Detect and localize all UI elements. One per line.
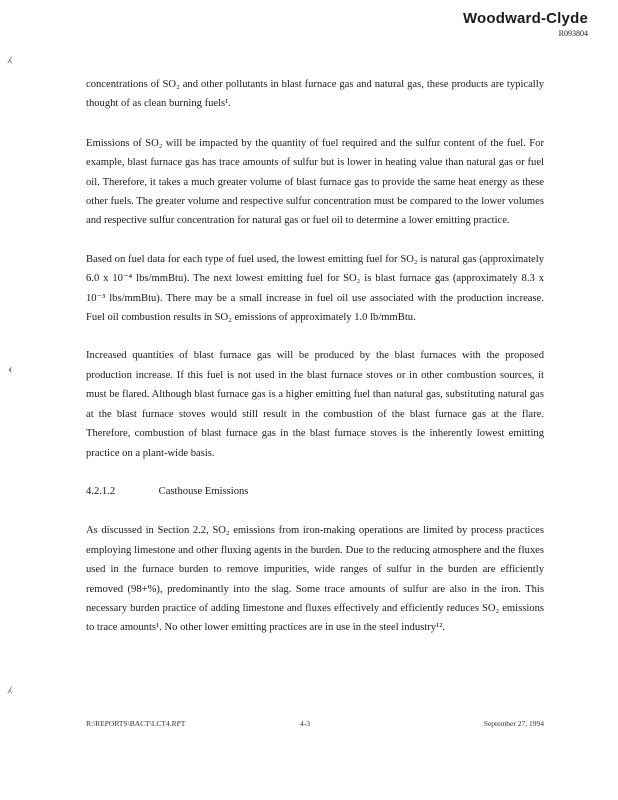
header-company-name: Woodward-Clyde bbox=[462, 10, 588, 27]
paragraph-casthouse: As discussed in Section 2.2, SO₂ emissions from iron-making operations are limited by process practices employing limestone and other fluxing agents in the burden. Due to the reducing atmosphere and the fluxes used in the furnace burden to remove impurities, wide ranges of sulfur in the burden are efficiently removed (98+%), predominantly into the slag. Some trace amounts of sulfur are also in the iron. This necessary burden practice of adding limestone and fluxes effectively and efficiently reduces SO₂ emissions to trace amounts¹. No other lower emitting practices are in use in the steel industry¹². bbox=[86, 525, 544, 634]
margin-mark: ‹ bbox=[8, 362, 13, 377]
section-heading bbox=[86, 482, 544, 501]
footer-page-number: 4-3 bbox=[300, 719, 310, 728]
section-number: 4.2.1.2 bbox=[86, 485, 116, 497]
footer-date: September 27, 1994 bbox=[483, 719, 544, 728]
section-title: Casthouse Emissions bbox=[158, 485, 249, 497]
margin-mark: ⁁ bbox=[8, 679, 12, 694]
margin-mark: ⁁ bbox=[8, 49, 12, 64]
paragraph-fuel-data: Based on fuel data for each type of fuel used, the lowest emitting fuel for SO₂ is natural gas (approximately 6.0 x 10⁻⁴ lbs/mmBtu). The next lowest emitting fuel for SO₂ is blast furnace gas (approximately 8.3 x 10⁻³ lbs/mmBtu). There may be a small increase in fuel oil use associated with the production increase. Fuel oil combustion results in SO₂ emissions of approximately 1.0 lb/mmBtu. bbox=[86, 253, 544, 324]
paragraph-fuel-impact: Emissions of SO₂ will be impacted by the quantity of fuel required and the sulfur content of the fuel. For example, blast furnace gas has trace amounts of sulfur but is lower in heating value than natural gas or fuel oil. Therefore, it takes a much greater volume of blast furnace gas to provide the same heat energy as these other fuels. The greater volume and respective sulfur concentration must be compared to the lower volumes and respective sulfur concentration for natural gas or fuel oil to determine a lower emitting practice. bbox=[86, 137, 544, 227]
footer-file-path: R:\REPORTS\BACT\LCT4.RPT bbox=[86, 719, 186, 728]
header-document-code: R093804 bbox=[558, 29, 588, 38]
paragraph-continuation: concentrations of SO₂ and other pollutants in blast furnace gas and natural gas, these products are typically thought of as clean burning fuels¹. bbox=[86, 79, 544, 110]
paragraph-blast-furnace-gas: Increased quantities of blast furnace gas will be produced by the blast furnaces with the proposed production increase. If this fuel is not used in the blast furnace stoves or in other combustion sources, it must be flared. Although blast furnace gas is a higher emitting fuel than natural gas, substituting natural gas at the blast furnace stoves would still result in the combustion of the blast furnace gas at the flare. Therefore, combustion of blast furnace gas in the blast furnace stoves is the inherently lowest emitting practice on a plant-wide basis. bbox=[86, 350, 544, 459]
page-body bbox=[86, 75, 544, 657]
